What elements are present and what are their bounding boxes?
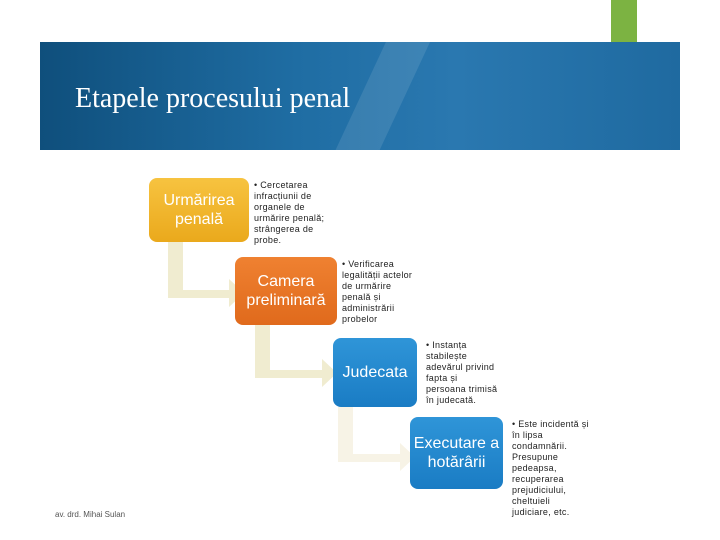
stage-urmarirea-penala bbox=[149, 178, 249, 242]
stage-note: • Este incidentă și în lipsa condamnării. Presupune pedeapsa, recuperarea prejudiciului, cheltuieli judiciare, etc. bbox=[512, 419, 589, 517]
slide-title: Etapele procesului penal bbox=[75, 83, 351, 114]
stage-label: Camera preliminară bbox=[246, 273, 326, 309]
connector-1 bbox=[168, 242, 244, 307]
stage-note: • Verificarea legalității actelor de urmărire penală și administrării probelor bbox=[342, 259, 413, 324]
stage-note: • Cercetarea infracțiunii de organele de urmărire penală; strângerea de probe. bbox=[254, 180, 325, 245]
stage-label: Urmărirea penală bbox=[163, 192, 235, 228]
stage-judecata bbox=[333, 338, 417, 407]
stage-label: Judecata bbox=[342, 364, 408, 381]
stage-camera-preliminara bbox=[235, 257, 337, 325]
stage-executare bbox=[410, 417, 503, 489]
stage-label: Executare a hotărârii bbox=[413, 435, 500, 471]
stage-note: • Instanța stabilește adevărul privind fapta și persoana trimisă în judecată. bbox=[426, 340, 498, 405]
connector-2 bbox=[255, 325, 337, 387]
author-footer: av. drd. Mihai Sulan bbox=[55, 510, 126, 519]
connector-3 bbox=[338, 407, 415, 471]
